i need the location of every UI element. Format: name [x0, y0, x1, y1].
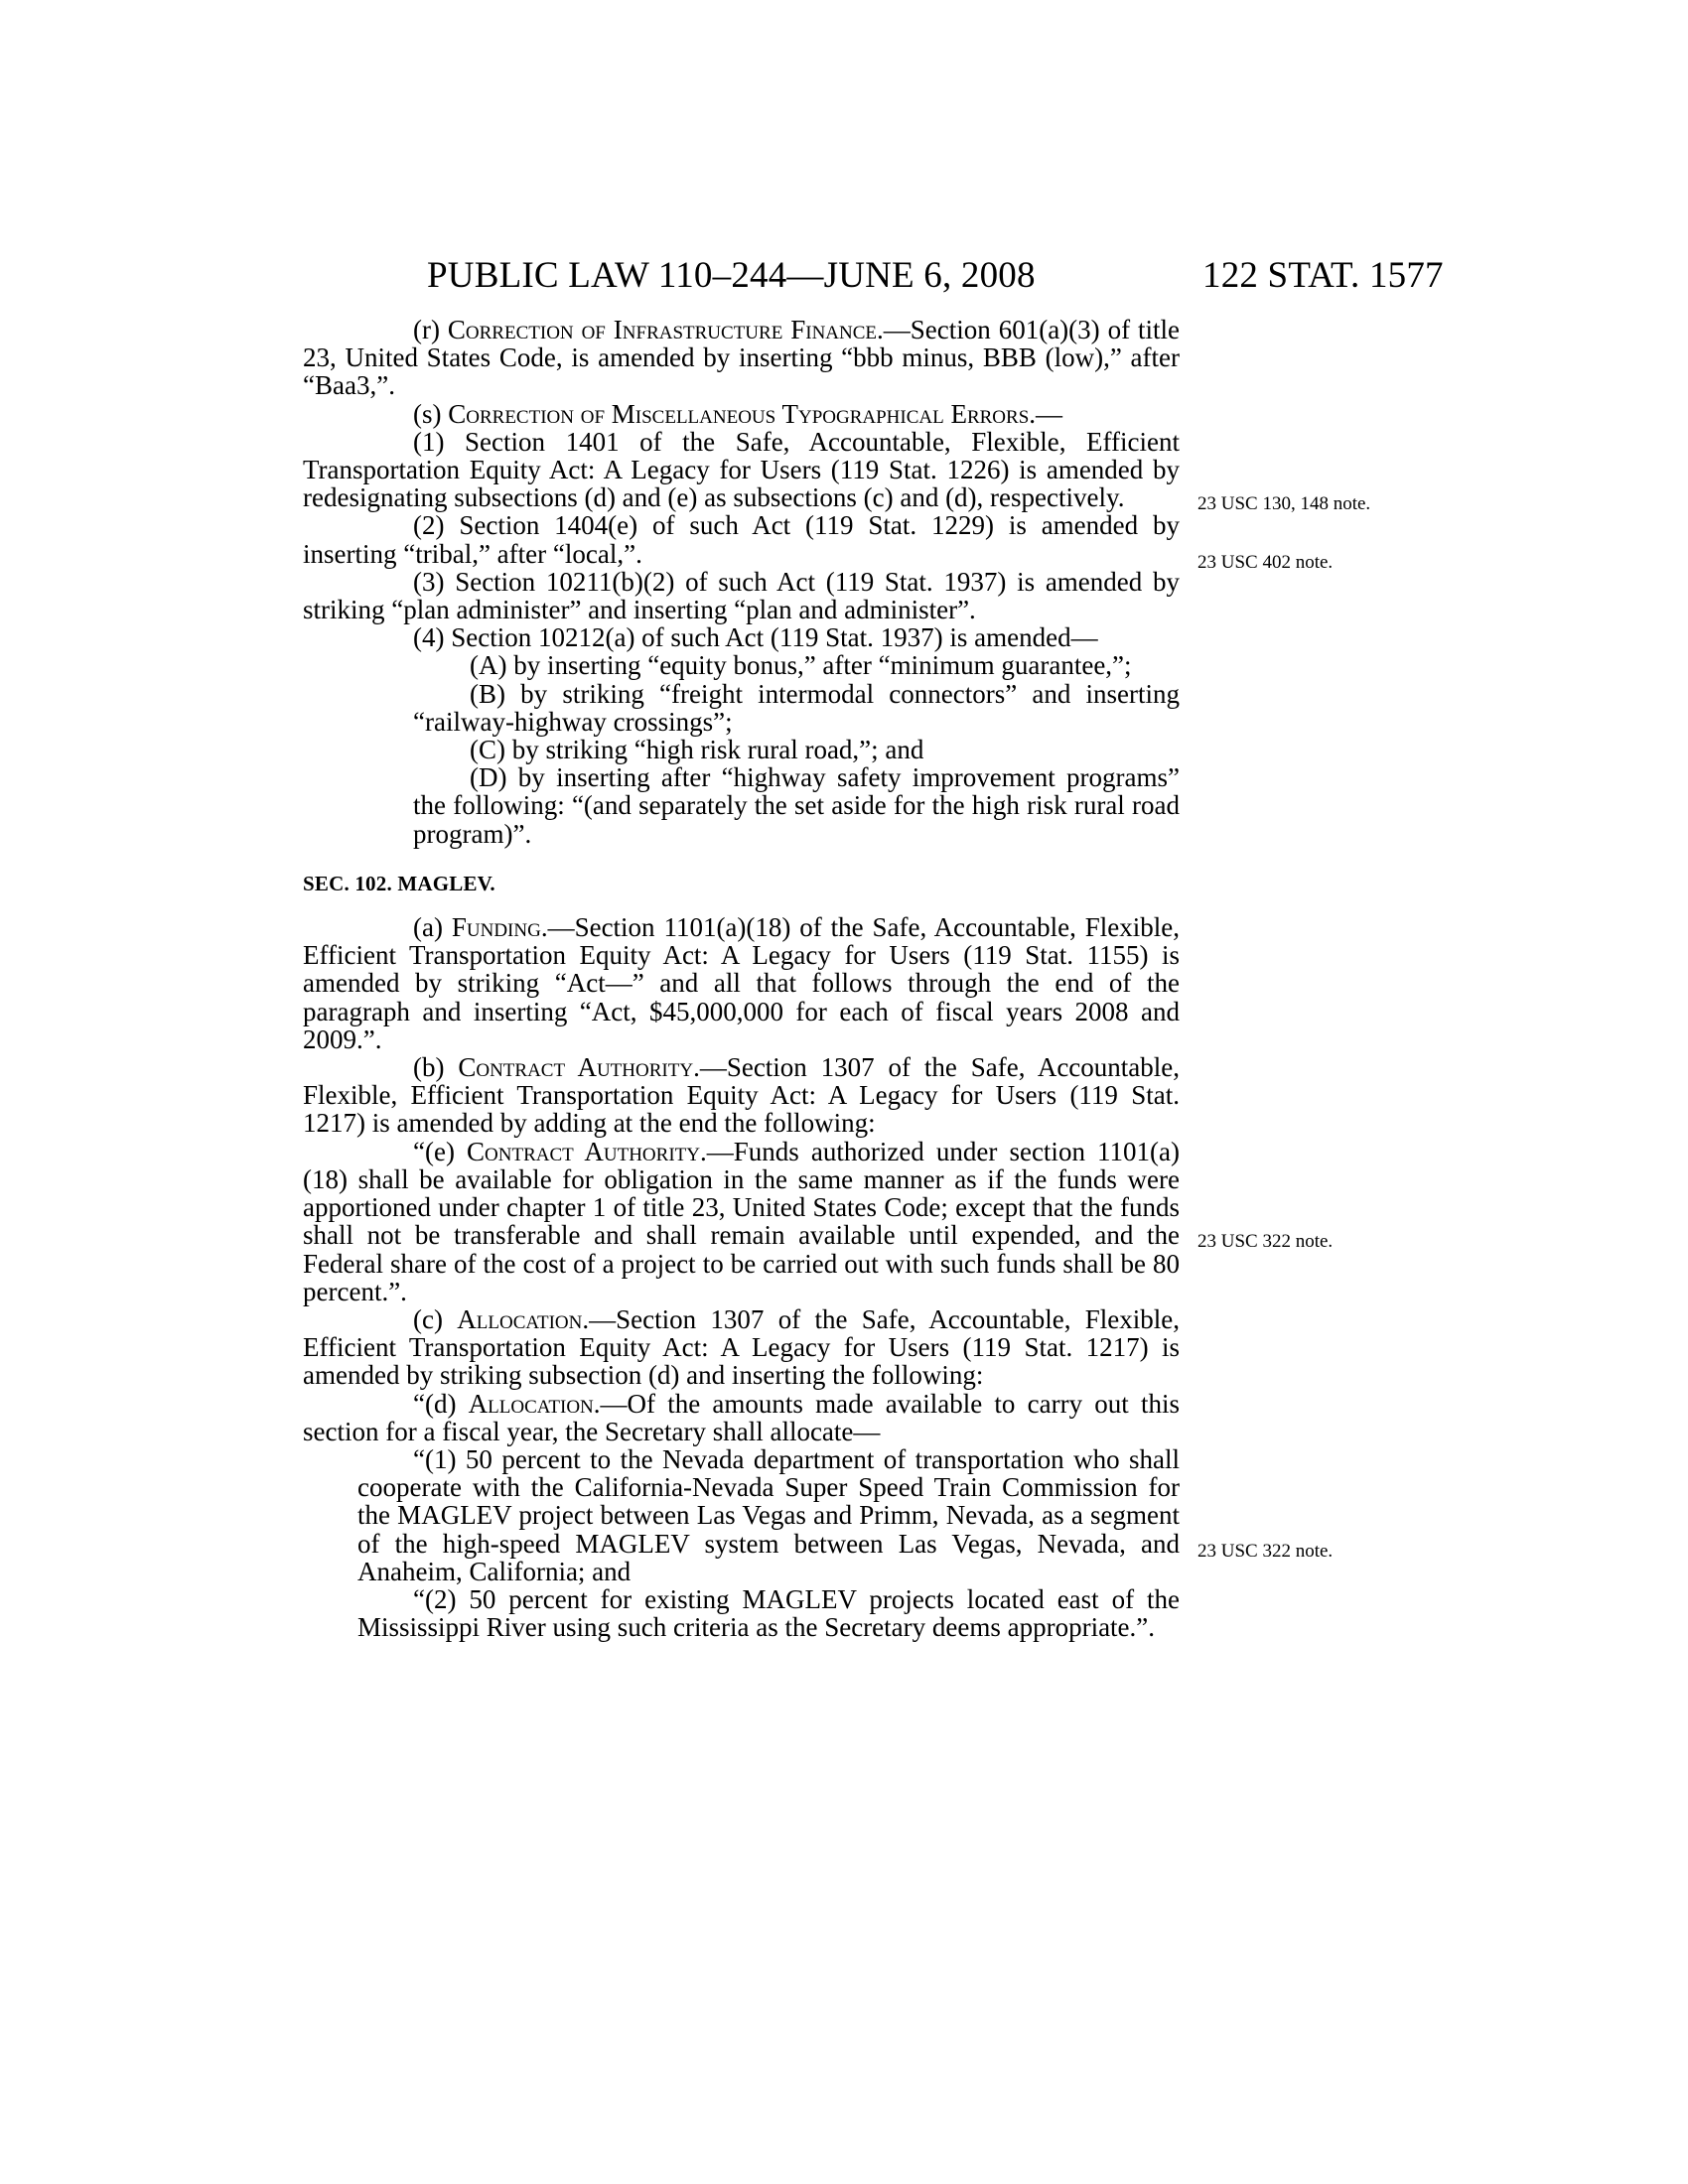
paragraph-b	[303, 1053, 1180, 1138]
paragraph-label: (s)	[413, 398, 449, 429]
paragraph-s3: (3) Section 10211(b)(2) of such Act (119 Stat. 1937) is amended by striking “plan administer” and inserting “plan and administer”.	[303, 566, 1180, 625]
paragraph-text: .—Funds authorized under section 1101(a)(18) shall be available for obligation in the same manner as if the funds were apportioned under chapter 1 of title 23, United States Code; except that the funds shall not be transferable and shall remain available until expended, and the Federal share of the cost of a project to be carried out with such funds shall be 80 percent.”.	[303, 1136, 1180, 1306]
margin-note-3: 23 USC 322 note.	[1197, 1231, 1334, 1252]
paragraph-s2: (2) Section 1404(e) of such Act (119 Stat. 1229) is amended by inserting “tribal,” after “local,”.	[303, 510, 1180, 569]
paragraph-d1: “(1) 50 percent to the Nevada department of transportation who shall cooperate with the California-Nevada Super Speed Train Commission for the MAGLEV project between Las Vegas and Primm, Nevada, as a segment of the high-speed MAGLEV system between Las Vegas, Nevada, and Anaheim, California; and	[357, 1443, 1180, 1586]
paragraph-s4c: (C) by striking “high risk rural road,”; and	[470, 735, 924, 765]
paragraph-label: (b)	[413, 1052, 459, 1083]
section-heading: SEC. 102. MAGLEV.	[303, 871, 495, 895]
paragraph-label: (a)	[413, 912, 452, 943]
paragraph-heading: Allocation	[457, 1303, 583, 1334]
paragraph-heading: Contract Authority	[467, 1136, 700, 1166]
paragraph-c	[303, 1305, 1180, 1390]
paragraph-e	[303, 1138, 1180, 1305]
paragraph-text: .—	[1029, 398, 1063, 429]
paragraph-text: .—Section 601(a)(3) of title 23, United States Code, is amended by inserting “bbb minus, BBB (low),” after “Baa3,”.	[303, 315, 1180, 401]
paragraph-heading: Funding	[451, 912, 541, 943]
paragraph-text: .—Section 1307 of the Safe, Accountable, Flexible, Efficient Transportation Equity Act: A Legacy for Users (119 Stat. 1217) is amended by striking subsection (d) and inserting the following:	[303, 1303, 1181, 1391]
paragraph-d2: “(2) 50 percent for existing MAGLEV projects located east of the Mississippi River using such criteria as the Secretary deems appropriate.”.	[357, 1583, 1180, 1643]
paragraph-label: (r)	[413, 315, 448, 344]
paragraph-r	[303, 316, 1180, 400]
paragraph-text: .—Section 1307 of the Safe, Accountable, Flexible, Efficient Transportation Equity Act: A Legacy for Users (119 Stat. 1217) is amended by adding at the end the following:	[303, 1052, 1181, 1139]
paragraph-s4a: (A) by inserting “equity bonus,” after “minimum guarantee,”;	[470, 650, 1132, 681]
paragraph-s4d: (D) by inserting after “highway safety improvement programs” the following: “(and separately the set aside for the high risk rural road program)”.	[413, 762, 1180, 849]
margin-note-1: 23 USC 130, 148 note.	[1197, 493, 1371, 514]
paragraph-s4b: (B) by striking “freight intermodal connectors” and inserting “railway-highway crossings”;	[413, 678, 1180, 737]
paragraph-label: “(e)	[413, 1136, 468, 1166]
page-header-title: PUBLIC LAW 110–244—JUNE 6, 2008	[427, 255, 1036, 296]
paragraph-a	[303, 913, 1180, 1053]
page-header-stat-reference: 122 STAT. 1577	[1202, 255, 1444, 296]
paragraph-label: “(d)	[413, 1388, 469, 1419]
paragraph-s	[303, 400, 1180, 428]
paragraph-s4: (4) Section 10212(a) of such Act (119 Stat. 1937) is amended—	[413, 622, 1098, 653]
margin-note-4: 23 USC 322 note.	[1197, 1541, 1334, 1562]
paragraph-heading: Contract Authority	[458, 1052, 694, 1083]
paragraph-heading: Correction of Miscellaneous Typographical Errors	[448, 398, 1030, 429]
document-body	[303, 316, 1180, 1641]
paragraph-text: .—Of the amounts made available to carry out this section for a fiscal year, the Secretary shall allocate—	[303, 1388, 1180, 1446]
paragraph-text: .—Section 1101(a)(18) of the Safe, Accountable, Flexible, Efficient Transportation Equity Act: A Legacy for Users (119 Stat. 1155) is amended by striking “Act—” and all that follows through the end of the paragraph and inserting “Act, $45,000,000 for each of fiscal years 2008 and 2009.”.	[303, 912, 1180, 1054]
paragraph-label: (c)	[413, 1303, 458, 1334]
paragraph-s1: (1) Section 1401 of the Safe, Accountable, Flexible, Efficient Transportation Equity Act: A Legacy for Users (119 Stat. 1226) is amended by redesignating subsections (d) and (e) as subsections (c) and (d), respectively.	[303, 426, 1180, 513]
paragraph-d	[303, 1390, 1180, 1445]
paragraph-heading: Correction of Infrastructure Finance	[447, 315, 878, 344]
paragraph-heading: Allocation	[468, 1388, 594, 1419]
margin-note-2: 23 USC 402 note.	[1197, 552, 1334, 573]
